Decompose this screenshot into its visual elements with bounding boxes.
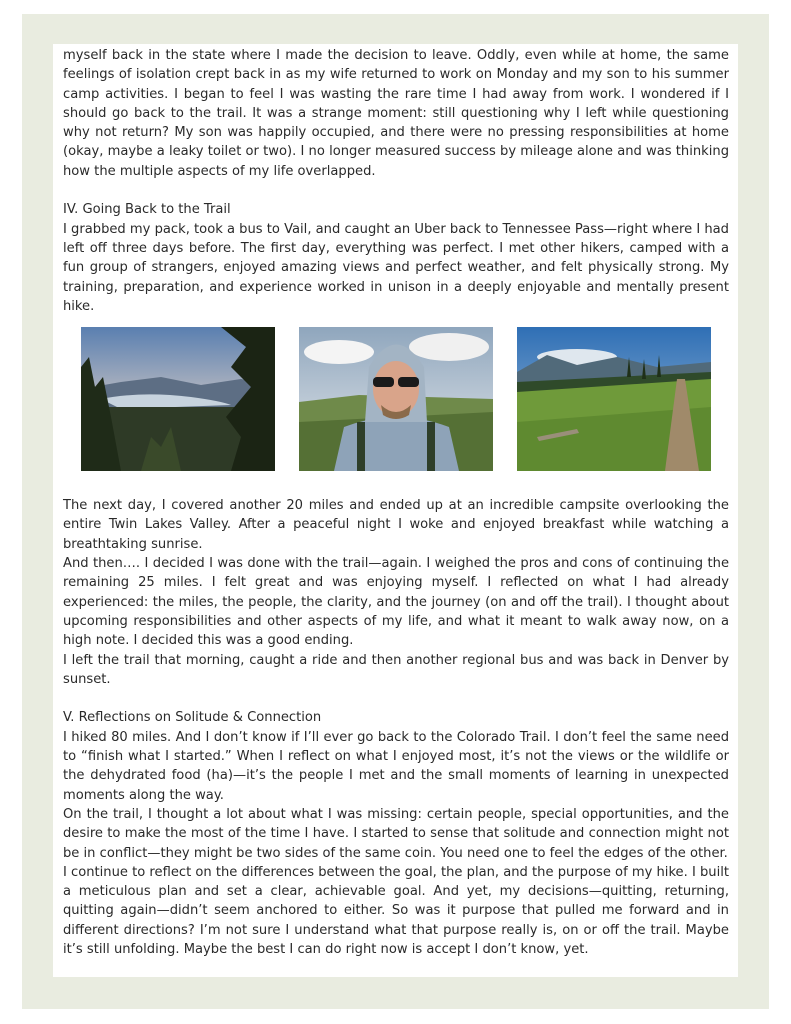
section-4-paragraph-3: And then…. I decided I was done with the trail—again. I weighed the pros and cons of continuing the remaining 25 miles. I felt great and was enjoying myself. I reflected on what I had already experienced: the miles, the people, the clarity, and the journey (on and off the trail). I thought about upcoming responsibilities and other aspects of my life, and what it meant to walk away now, on a high note. I decided this was a good ending. xyxy=(63,556,729,649)
section-5-heading: V. Reflections on Solitude & Connection xyxy=(63,710,322,726)
article-body xyxy=(63,46,729,959)
hiker-selfie-photo xyxy=(299,327,493,471)
photo-row xyxy=(63,316,729,496)
section-4-paragraph-4: I left the trail that morning, caught a ride and then another regional bus and was back in Denver by sunset. xyxy=(63,652,729,687)
trail-meadow-photo xyxy=(517,327,711,471)
mountain-lake-sunset-photo xyxy=(81,327,275,471)
section-4-heading: IV. Going Back to the Trail xyxy=(63,202,231,218)
document-page xyxy=(53,44,738,977)
section-4-paragraph-1: I grabbed my pack, took a bus to Vail, and caught an Uber back to Tennessee Pass—right where I had left off three days before. The first day, everything was perfect. I met other hikers, camped with a fun group of strangers, enjoyed amazing views and perfect weather, and felt physically strong. My training, preparation, and experience worked in unison in a deeply enjoyable and mentally present hike. xyxy=(63,221,729,314)
section-5-paragraph-3: I continue to reflect on the differences between the goal, the plan, and the purpose of my hike. I built a meticulous plan and set a clear, achievable goal. And yet, my decisions—quitting, returning, quitting again—didn’t seem anchored to either. So was it purpose that pulled me forward and in different directions? I’m not sure I understand what that purpose really is, on or off the trail. Maybe it’s still unfolding. Maybe the best I can do right now is accept I don’t know, yet. xyxy=(63,864,729,957)
intro-paragraph: myself back in the state where I made the decision to leave. Oddly, even while at home, the same feelings of isolation crept back in as my wife returned to work on Monday and my son to his summer camp activities. I began to feel I was wasting the rare time I had away from work. I wondered if I should go back to the trail. It was a strange moment: still questioning why I left while questioning why not return? My son was happily occupied, and there were no pressing responsibilities at home (okay, maybe a leaky toilet or two). I no longer measured success by mileage alone and was thinking how the multiple aspects of my life overlapped. xyxy=(63,48,729,179)
section-5-paragraph-2: On the trail, I thought a lot about what I was missing: certain people, special opportunities, and the desire to make the most of the time I have. I started to sense that solitude and connection might not be in conflict—they might be two sides of the same coin. You need one to feel the edges of the other. xyxy=(63,806,729,861)
section-4-paragraph-2: The next day, I covered another 20 miles and ended up at an incredible campsite overlooking the entire Twin Lakes Valley. After a peaceful night I woke and enjoyed breakfast while watching a breathtaking sunrise. xyxy=(63,498,729,552)
section-5-paragraph-1: I hiked 80 miles. And I don’t know if I’ll ever go back to the Colorado Trail. I don’t feel the same need to “finish what I started.” When I reflect on what I enjoyed most, it’s not the views or the wildlife or the dehydrated food (ha)—it’s the people I met and the small moments of learning in unexpected moments along the way. xyxy=(63,729,729,803)
